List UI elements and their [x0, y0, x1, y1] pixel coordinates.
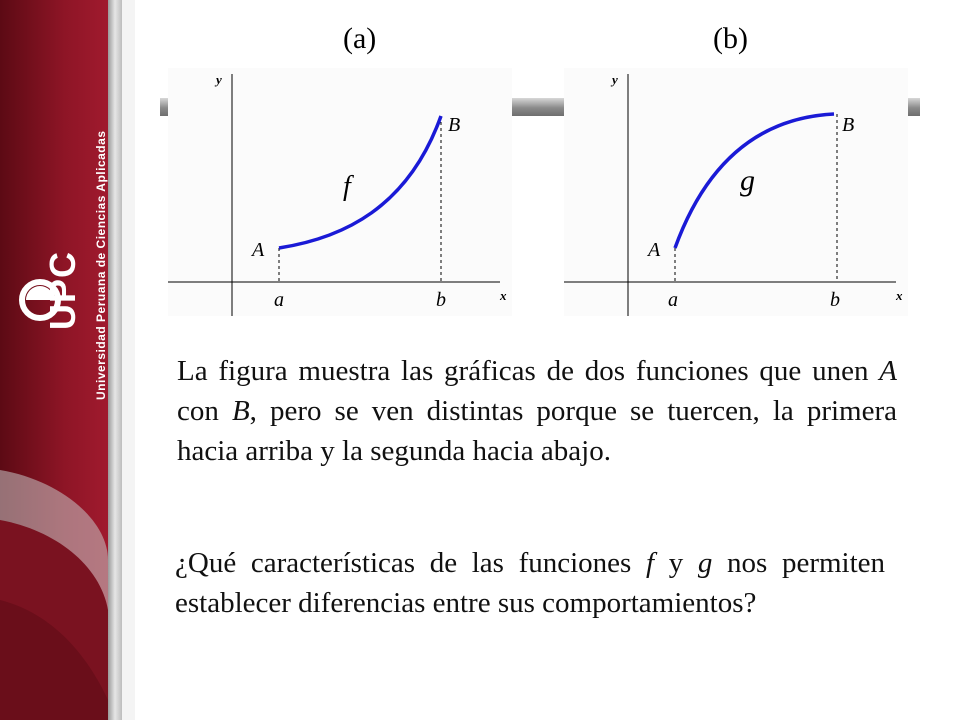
para2-text-2: y [654, 547, 698, 579]
graph-panel-a [168, 68, 512, 316]
tick-label-start: a [274, 289, 284, 311]
point-end-label: B [448, 114, 461, 136]
para1-point-b: B [231, 395, 250, 427]
panel-b-label: (b) [713, 22, 748, 55]
para1-point-a: A [879, 355, 897, 387]
para2-func-g: g [697, 547, 713, 579]
x-axis-label: x [896, 288, 903, 303]
para1-text-1: La figura muestra las gráficas de dos funciones que unen [177, 355, 880, 387]
para2-func-f: f [645, 547, 655, 579]
curve-f [279, 116, 441, 248]
description-paragraph [177, 351, 897, 471]
panel-a-label: (a) [343, 22, 377, 55]
y-axis-label: y [612, 72, 618, 87]
para1-text-2: con [177, 395, 232, 427]
point-start-label: A [252, 239, 265, 261]
point-end-label: B [842, 114, 855, 136]
para2-text-1: ¿Qué características de las funciones [175, 547, 646, 579]
x-axis-label: x [500, 288, 507, 303]
university-name: Universidad Peruana de Ciencias Aplicadas [94, 130, 108, 400]
graph-panel-b [564, 68, 908, 316]
logo-text: UPC [42, 250, 83, 330]
para1-text-3: , pero se ven distintas porque se tuercen, la primera hacia arriba y la segunda hacia abajo. [177, 395, 897, 467]
point-start-label: A [648, 239, 661, 261]
sidebar-brand [0, 0, 135, 720]
function-label: g [740, 164, 755, 197]
y-axis-label: y [216, 72, 222, 87]
question-paragraph [175, 543, 885, 623]
para2-text-3: nos permiten establecer diferencias entre sus comportamientos? [175, 547, 886, 619]
tick-label-end: b [830, 289, 840, 311]
tick-label-start: a [668, 289, 678, 311]
tick-label-end: b [436, 289, 446, 311]
function-label: f [343, 171, 351, 202]
